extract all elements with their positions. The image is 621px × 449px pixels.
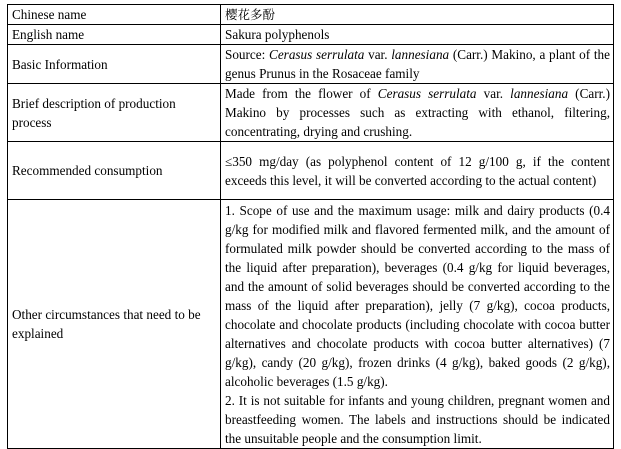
usage-item-2: 2. It is not suitable for infants and young children, pregnant women and breastfeeding women. The labels and instructions should be indicated the unsuitable people and the consumption limit. [225,392,610,446]
label-other-circumstances: Other circumstances that need to be explained [8,200,221,449]
value-basic-information [221,45,614,84]
row-chinese-name [8,5,614,25]
row-recommended-consumption [8,142,614,200]
source-suffix: (Carr.) Makino, a plant of the genus Prunus in the Rosaceae family [225,47,610,81]
process-suffix: (Carr.) Makino by processes such as extracting with ethanol, filtering, concentrating, drying and crushing. [225,86,610,139]
value-english-name: Sakura polyphenols [221,25,614,45]
label-english-name: English name [8,25,221,45]
var-text: var. [364,47,392,62]
source-prefix: Source: [225,47,270,62]
label-basic-information: Basic Information [8,45,221,84]
usage-item-1: 1. Scope of use and the maximum usage: milk and dairy products (0.4 g/kg for modified milk and flavored fermented milk, and the amount of formulated milk powder should be converted according to the mass of the liquid after preparation), beverages (0.4 g/kg for liquid beverages, and the amount of solid beverages should be converted according to the mass of the liquid after preparation), jelly (7 g/kg), cocoa products, chocolate and chocolate products (including chocolate with cocoa butter alternatives and chocolate products with cocoa butter alternatives) (7 g/kg), candy (20 g/kg), frozen drinks (4 g/kg), baked goods (2 g/kg), alcoholic beverages (1.5 g/kg). [225,202,610,389]
label-production-process: Brief description of production process [8,84,221,142]
variety-name: lannesiana [510,86,569,101]
value-other-circumstances [221,200,614,449]
var-text: var. [476,86,511,101]
row-other-circumstances [8,200,614,449]
species-name: Cerasus serrulata [377,86,477,101]
process-prefix: Made from the flower of [225,86,378,101]
species-name: Cerasus serrulata [269,47,365,62]
label-chinese-name: Chinese name [8,5,221,25]
row-english-name [8,25,614,45]
label-recommended-consumption: Recommended consumption [8,142,221,200]
variety-name: lannesiana [391,47,450,62]
row-production-process [8,84,614,142]
value-recommended-consumption: ≤350 mg/day (as polyphenol content of 12 g/100 g, if the content exceeds this level, it will be converted according to the actual content) [221,142,614,200]
row-basic-information [8,45,614,84]
document-table [7,4,614,449]
value-chinese-name: 樱花多酚 [221,5,614,25]
value-production-process [221,84,614,142]
